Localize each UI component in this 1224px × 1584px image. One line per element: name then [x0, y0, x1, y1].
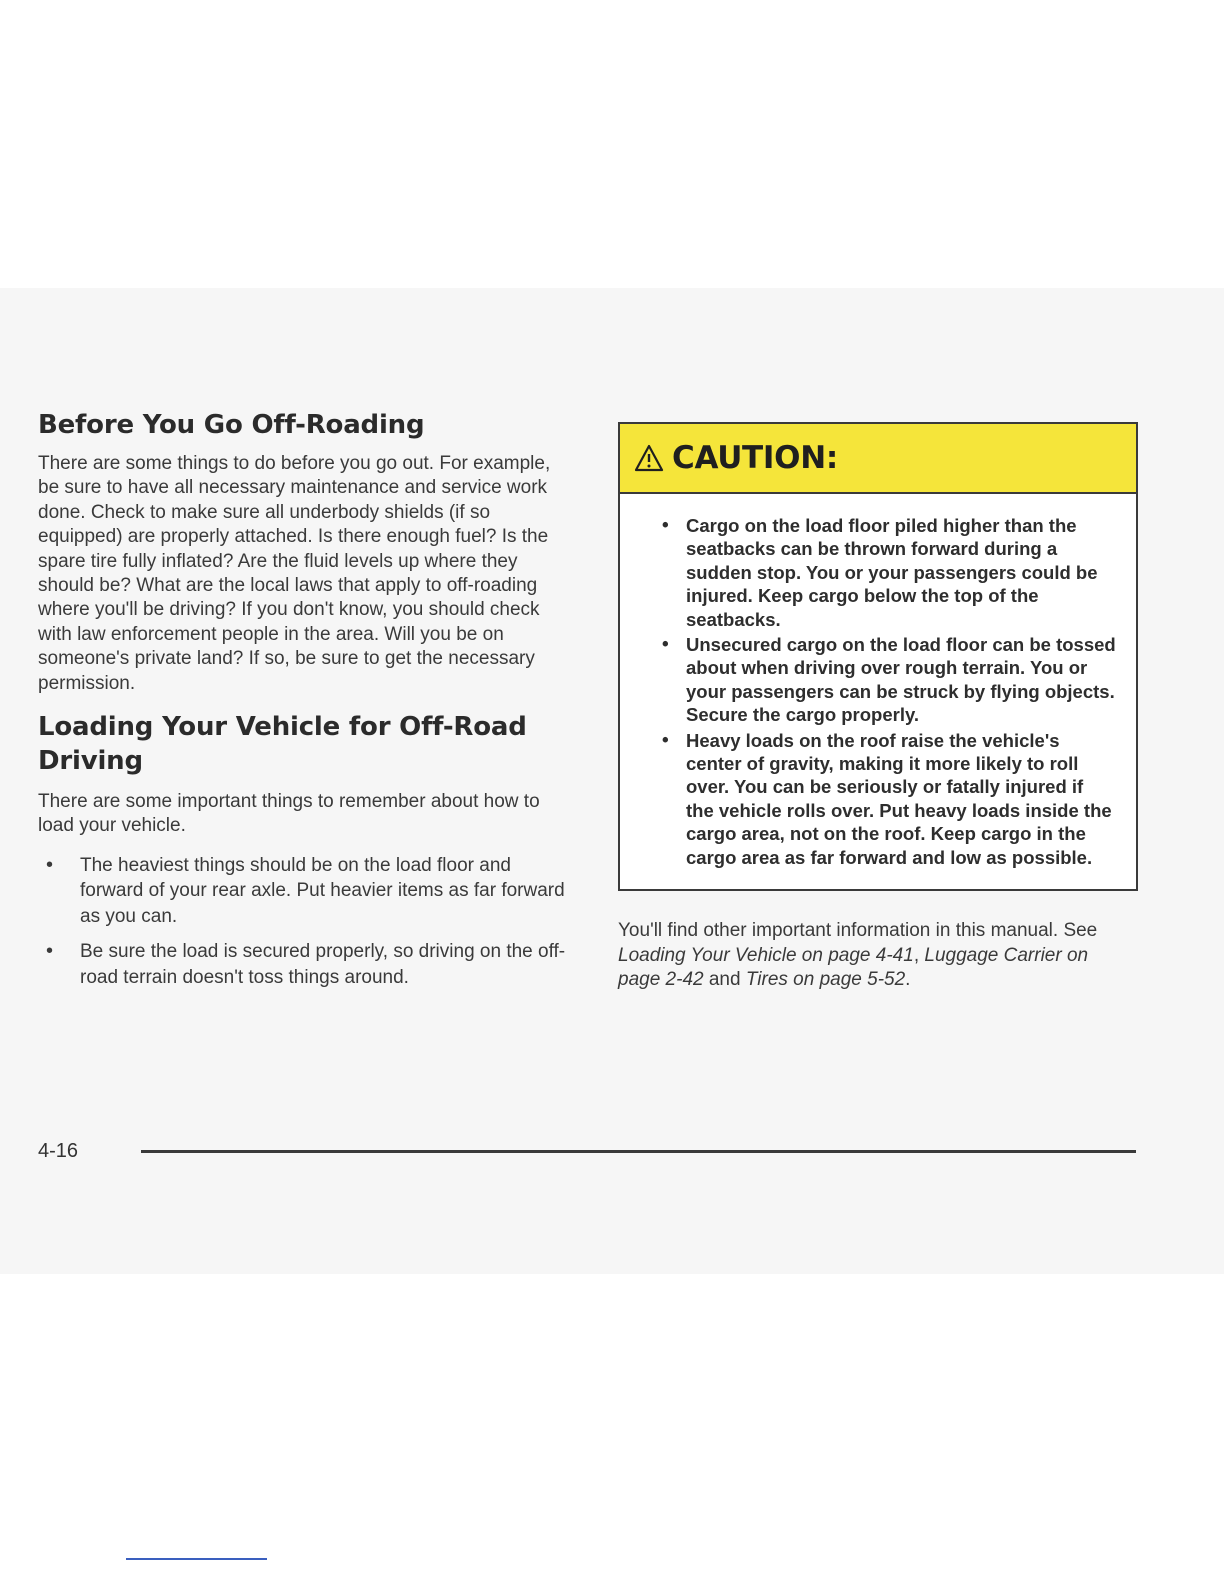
caution-header: [620, 424, 1136, 494]
cross-reference-separator: and: [703, 968, 746, 990]
cross-reference-separator: ,: [913, 944, 925, 966]
list-item: • The heaviest things should be on the load floor and forward of your rear axle. Put heavier items as far forward as you can.: [38, 853, 573, 930]
link-underline: [126, 1558, 267, 1560]
cross-reference-intro: You'll find other important information in this manual. See: [618, 920, 1098, 942]
cross-reference-paragraph: [618, 919, 1118, 992]
section-heading-before-off-roading: Before You Go Off-Roading: [38, 410, 425, 440]
section-heading-loading-vehicle: Loading Your Vehicle for Off-Road Driving: [38, 712, 527, 777]
caution-box: [618, 422, 1138, 891]
page-footer: [38, 1138, 1138, 1168]
caution-item: • Unsecured cargo on the load floor can be tossed about when driving over rough terrain. You or your passengers can be struck by flying objects. Secure the cargo properly.: [620, 633, 1116, 727]
caution-item: • Cargo on the load floor piled higher than the seatbacks can be thrown forward during a sudden stop. You or your passengers could be injured. Keep cargo below the top of the seatbacks.: [620, 514, 1116, 631]
loading-tips-list: [38, 853, 573, 991]
before-off-roading-paragraph: There are some things to do before you go out. For example, be sure to have all necessary maintenance and service work done. Check to make sure all underbody shields (if so equipped) are properly attached. Is there enough fuel? Is the spare tire fully inflated? Are the fluid levels up where they should be? What are the local laws that apply to off-roading where you'll be driving? If you don't know, you should check with law enforcement people in the area. Will you be on someone's private land? If so, be sure to get the necessary permission.: [38, 453, 551, 694]
warning-triangle-icon: [634, 444, 664, 472]
caution-list: [620, 494, 1136, 889]
cross-reference-tires[interactable]: Tires on page 5-52: [745, 968, 906, 990]
page-number: 4-16: [38, 1140, 79, 1162]
list-item: • Be sure the load is secured properly, so driving on the off-road terrain doesn't toss things around.: [38, 939, 573, 990]
cross-reference-luggage[interactable]: Luggage Carrier on page 2-42: [618, 944, 1089, 990]
loading-vehicle-paragraph: There are some important things to remember about how to load your vehicle.: [38, 791, 540, 837]
right-column: [618, 422, 1148, 992]
left-column: [38, 408, 573, 1000]
caution-title: CAUTION:: [672, 440, 838, 476]
cross-reference-loading[interactable]: Loading Your Vehicle on page 4-41: [618, 944, 914, 966]
footer-divider: [141, 1150, 1136, 1153]
cross-reference-end: .: [905, 968, 911, 990]
caution-item: • Heavy loads on the roof raise the vehicle's center of gravity, making it more likely to roll over. You can be seriously or fatally injured if the vehicle rolls over. Put heavy loads inside the cargo area, not on the roof. Keep cargo in the cargo area as far forward and low as possible.: [620, 729, 1116, 869]
